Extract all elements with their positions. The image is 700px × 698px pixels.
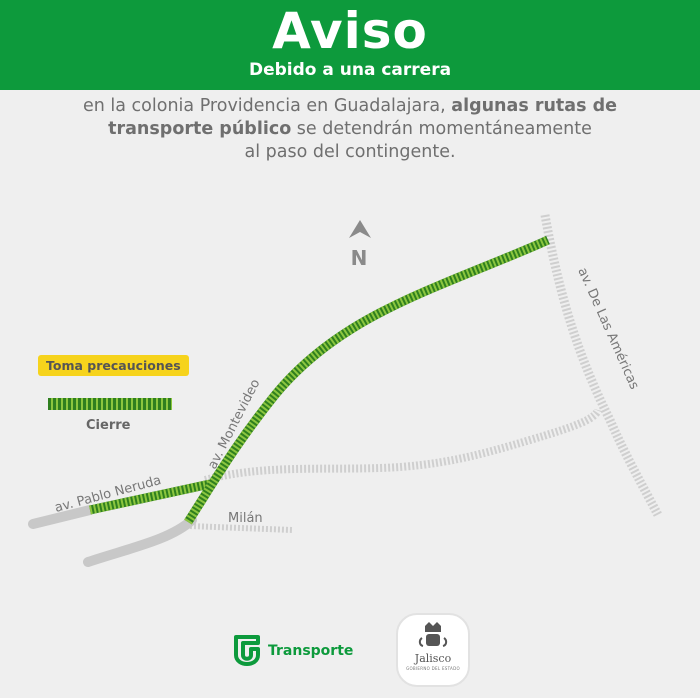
transporte-label: Transporte [268, 643, 354, 659]
intro-line2-bold: transporte público [108, 119, 292, 139]
north-label: N [350, 246, 368, 270]
road-milan-east [205, 410, 598, 480]
page-subtitle: Debido a una carrera [248, 60, 452, 80]
jalisco-crest-icon [395, 612, 471, 688]
road-americas [545, 215, 658, 515]
closure-legend-swatch [48, 398, 172, 410]
label-montevideo: av. Montevideo [205, 376, 264, 472]
road-milan [190, 526, 292, 530]
north-arrow-icon [349, 220, 371, 238]
intro-line3: al paso del contingente. [244, 142, 456, 162]
jalisco-sublabel: GOBIERNO DEL ESTADO [406, 666, 460, 671]
closure-legend-label: Cierre [86, 418, 131, 433]
intro-line1-normal: en la colonia Providencia en Guadalajara, [82, 96, 452, 116]
transporte-icon [232, 633, 262, 669]
jalisco-logo [395, 612, 471, 688]
closure-montevideo-hatch [188, 240, 548, 522]
road-montevideo-south [88, 520, 192, 562]
intro-line2-normal: se detendrán momentáneamente [291, 119, 592, 139]
label-americas: av. De Las Américas [574, 265, 642, 392]
intro-line1-bold: algunas rutas de [451, 96, 618, 116]
closure-montevideo [188, 240, 548, 522]
transporte-logo [232, 631, 353, 671]
page-title: Aviso [272, 2, 428, 60]
label-milan: Milán [228, 511, 263, 526]
jalisco-label: Jalisco [414, 652, 452, 665]
caution-badge: Toma precauciones [38, 355, 189, 376]
label-pablo-neruda: av. Pablo Neruda [53, 473, 163, 516]
